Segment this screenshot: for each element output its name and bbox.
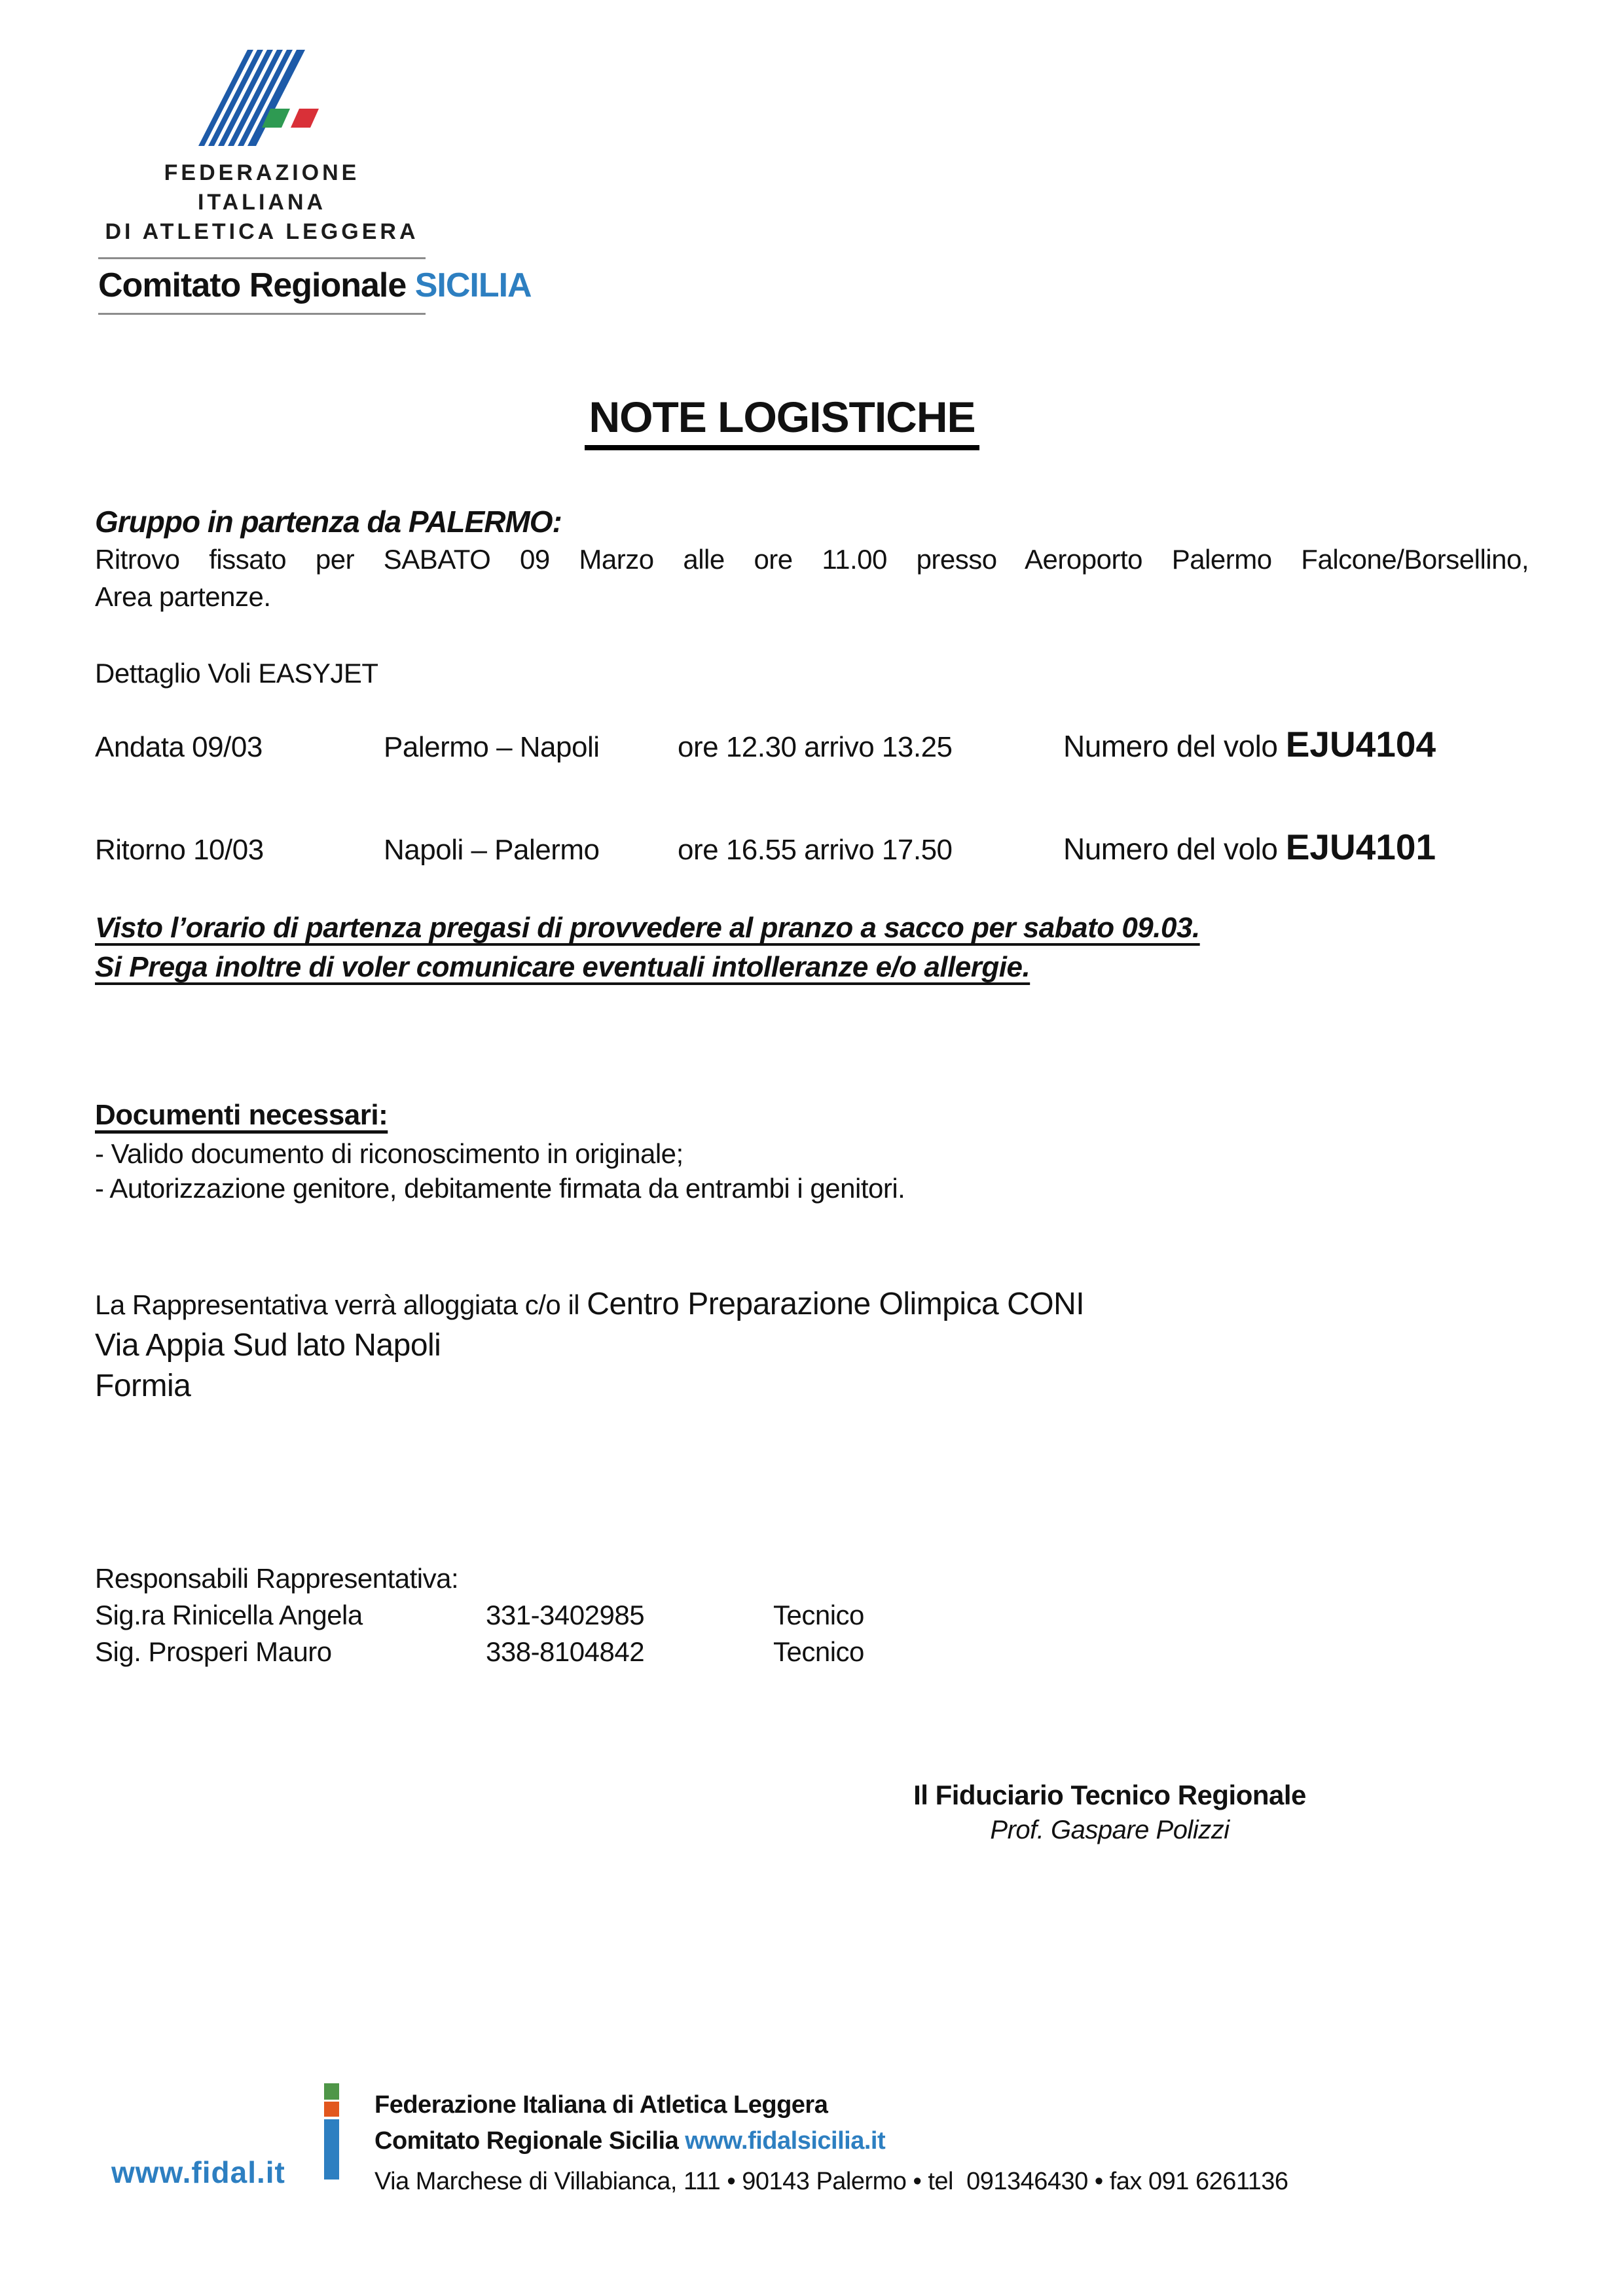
- flight-number-value: EJU4101: [1285, 827, 1436, 867]
- footer-address: Via Marchese di Villabianca, 111 • 90143 Palermo • tel 091346430 • fax 091 6261136: [374, 2168, 1288, 2195]
- federation-name-line2: DI ATLETICA LEGGERA: [105, 219, 419, 244]
- fidal-website-link[interactable]: www.fidal.it: [111, 2155, 285, 2189]
- flights-intro: [95, 655, 1529, 692]
- footer-federation-name: Federazione Italiana di Atletica Leggera: [374, 2091, 828, 2119]
- accommodation-address: Via Appia Sud lato Napoli: [95, 1328, 441, 1363]
- section-team-managers: [95, 1560, 1529, 1670]
- manager-role: Tecnico: [773, 1636, 864, 1667]
- manager-row: [95, 1634, 1529, 1670]
- flight-route: Napoli – Palermo: [384, 834, 600, 866]
- federation-name-line1: FEDERAZIONE ITALIANA: [164, 160, 360, 215]
- accommodation-line1-normal: La Rappresentativa verrà alloggiata c/o il: [95, 1289, 587, 1320]
- logo-red-stripe: [291, 109, 319, 128]
- fidal-logo-block: [98, 29, 532, 315]
- committee-label: Comitato Regionale: [98, 266, 415, 304]
- signature-block: [815, 1778, 1404, 1847]
- regional-committee-banner: [98, 257, 532, 315]
- flight-times: ore 12.30 arrivo 13.25: [678, 731, 953, 763]
- manager-role: Tecnico: [773, 1600, 864, 1630]
- manager-name: Sig.ra Rinicella Angela: [95, 1600, 363, 1630]
- documents-heading: Documenti necessari:: [95, 1099, 388, 1131]
- footer-color-bar-icon: [324, 2083, 339, 2179]
- manager-phone: 338-8104842: [486, 1636, 645, 1667]
- flight-leg: Andata 09/03: [95, 731, 263, 763]
- committee-region: SICILIA: [414, 266, 532, 304]
- accommodation-city: Formia: [95, 1369, 191, 1403]
- departure-group-heading: Gruppo in partenza da PALERMO:: [95, 505, 562, 539]
- lunch-notice-line1: Visto l’orario di partenza pregasi di provvedere al pranzo a sacco per sabato 09.03.: [95, 912, 1200, 944]
- flight-number-label: Numero del volo: [1063, 832, 1286, 866]
- flight-number-cell: [1063, 723, 1529, 765]
- footer-bar-green: [324, 2083, 339, 2100]
- title-wrap: [0, 393, 1564, 450]
- footer-committee-name: Comitato Regionale Sicilia: [374, 2127, 685, 2155]
- flight-row-outbound: [95, 723, 1529, 765]
- signature-name: Prof. Gaspare Polizzi: [990, 1816, 1230, 1844]
- document-item-2: - Autorizzazione genitore, debitamente firmata da entrambi i genitori.: [95, 1173, 905, 1204]
- footer-bar-orange: [324, 2102, 339, 2117]
- flight-number-label: Numero del volo: [1063, 729, 1286, 763]
- meeting-info-line1: Ritrovo fissato per SABATO 09 Marzo alle ore 11.00 presso Aeroporto Palermo Falcone/Borsellino,: [95, 544, 1529, 575]
- flight-route: Palermo – Napoli: [384, 731, 600, 763]
- fidalsicilia-website-link[interactable]: www.fidalsicilia.it: [685, 2127, 886, 2155]
- footer-bar-blue: [324, 2119, 339, 2179]
- page-title: NOTE LOGISTICHE: [585, 393, 979, 450]
- flight-times: ore 16.55 arrivo 17.50: [678, 834, 953, 866]
- manager-name: Sig. Prosperi Mauro: [95, 1636, 332, 1667]
- manager-row: [95, 1597, 1529, 1634]
- lunch-notice-line2: Si Prega inoltre di voler comunicare eventuali intolleranze e/o allergie.: [95, 951, 1030, 983]
- flight-number-cell: [1063, 826, 1529, 868]
- flight-row-return: [95, 826, 1529, 868]
- fidal-logo-icon: [193, 45, 331, 149]
- flight-leg: Ritorno 10/03: [95, 834, 264, 866]
- flight-number-value: EJU4104: [1285, 724, 1436, 764]
- document-item-1: - Valido documento di riconoscimento in originale;: [95, 1138, 684, 1169]
- accommodation-line1-venue: Centro Preparazione Olimpica CONI: [587, 1287, 1085, 1321]
- flights-intro-label: Dettaglio Voli EASYJET: [95, 658, 378, 689]
- signature-role: Il Fiduciario Tecnico Regionale: [913, 1780, 1306, 1810]
- section-departure-group: [95, 503, 1529, 615]
- footer-text-block: [374, 2088, 1487, 2198]
- footer-committee-line: [374, 2124, 1487, 2158]
- managers-heading: Responsabili Rappresentativa:: [95, 1563, 459, 1594]
- accommodation-line1: [95, 1284, 1529, 1325]
- manager-phone: 331-3402985: [486, 1600, 645, 1630]
- section-accommodation: [95, 1284, 1529, 1407]
- section-lunch-notice: [95, 908, 1529, 987]
- section-required-documents: [95, 1097, 1529, 1206]
- meeting-info-line2: Area partenze.: [95, 581, 271, 612]
